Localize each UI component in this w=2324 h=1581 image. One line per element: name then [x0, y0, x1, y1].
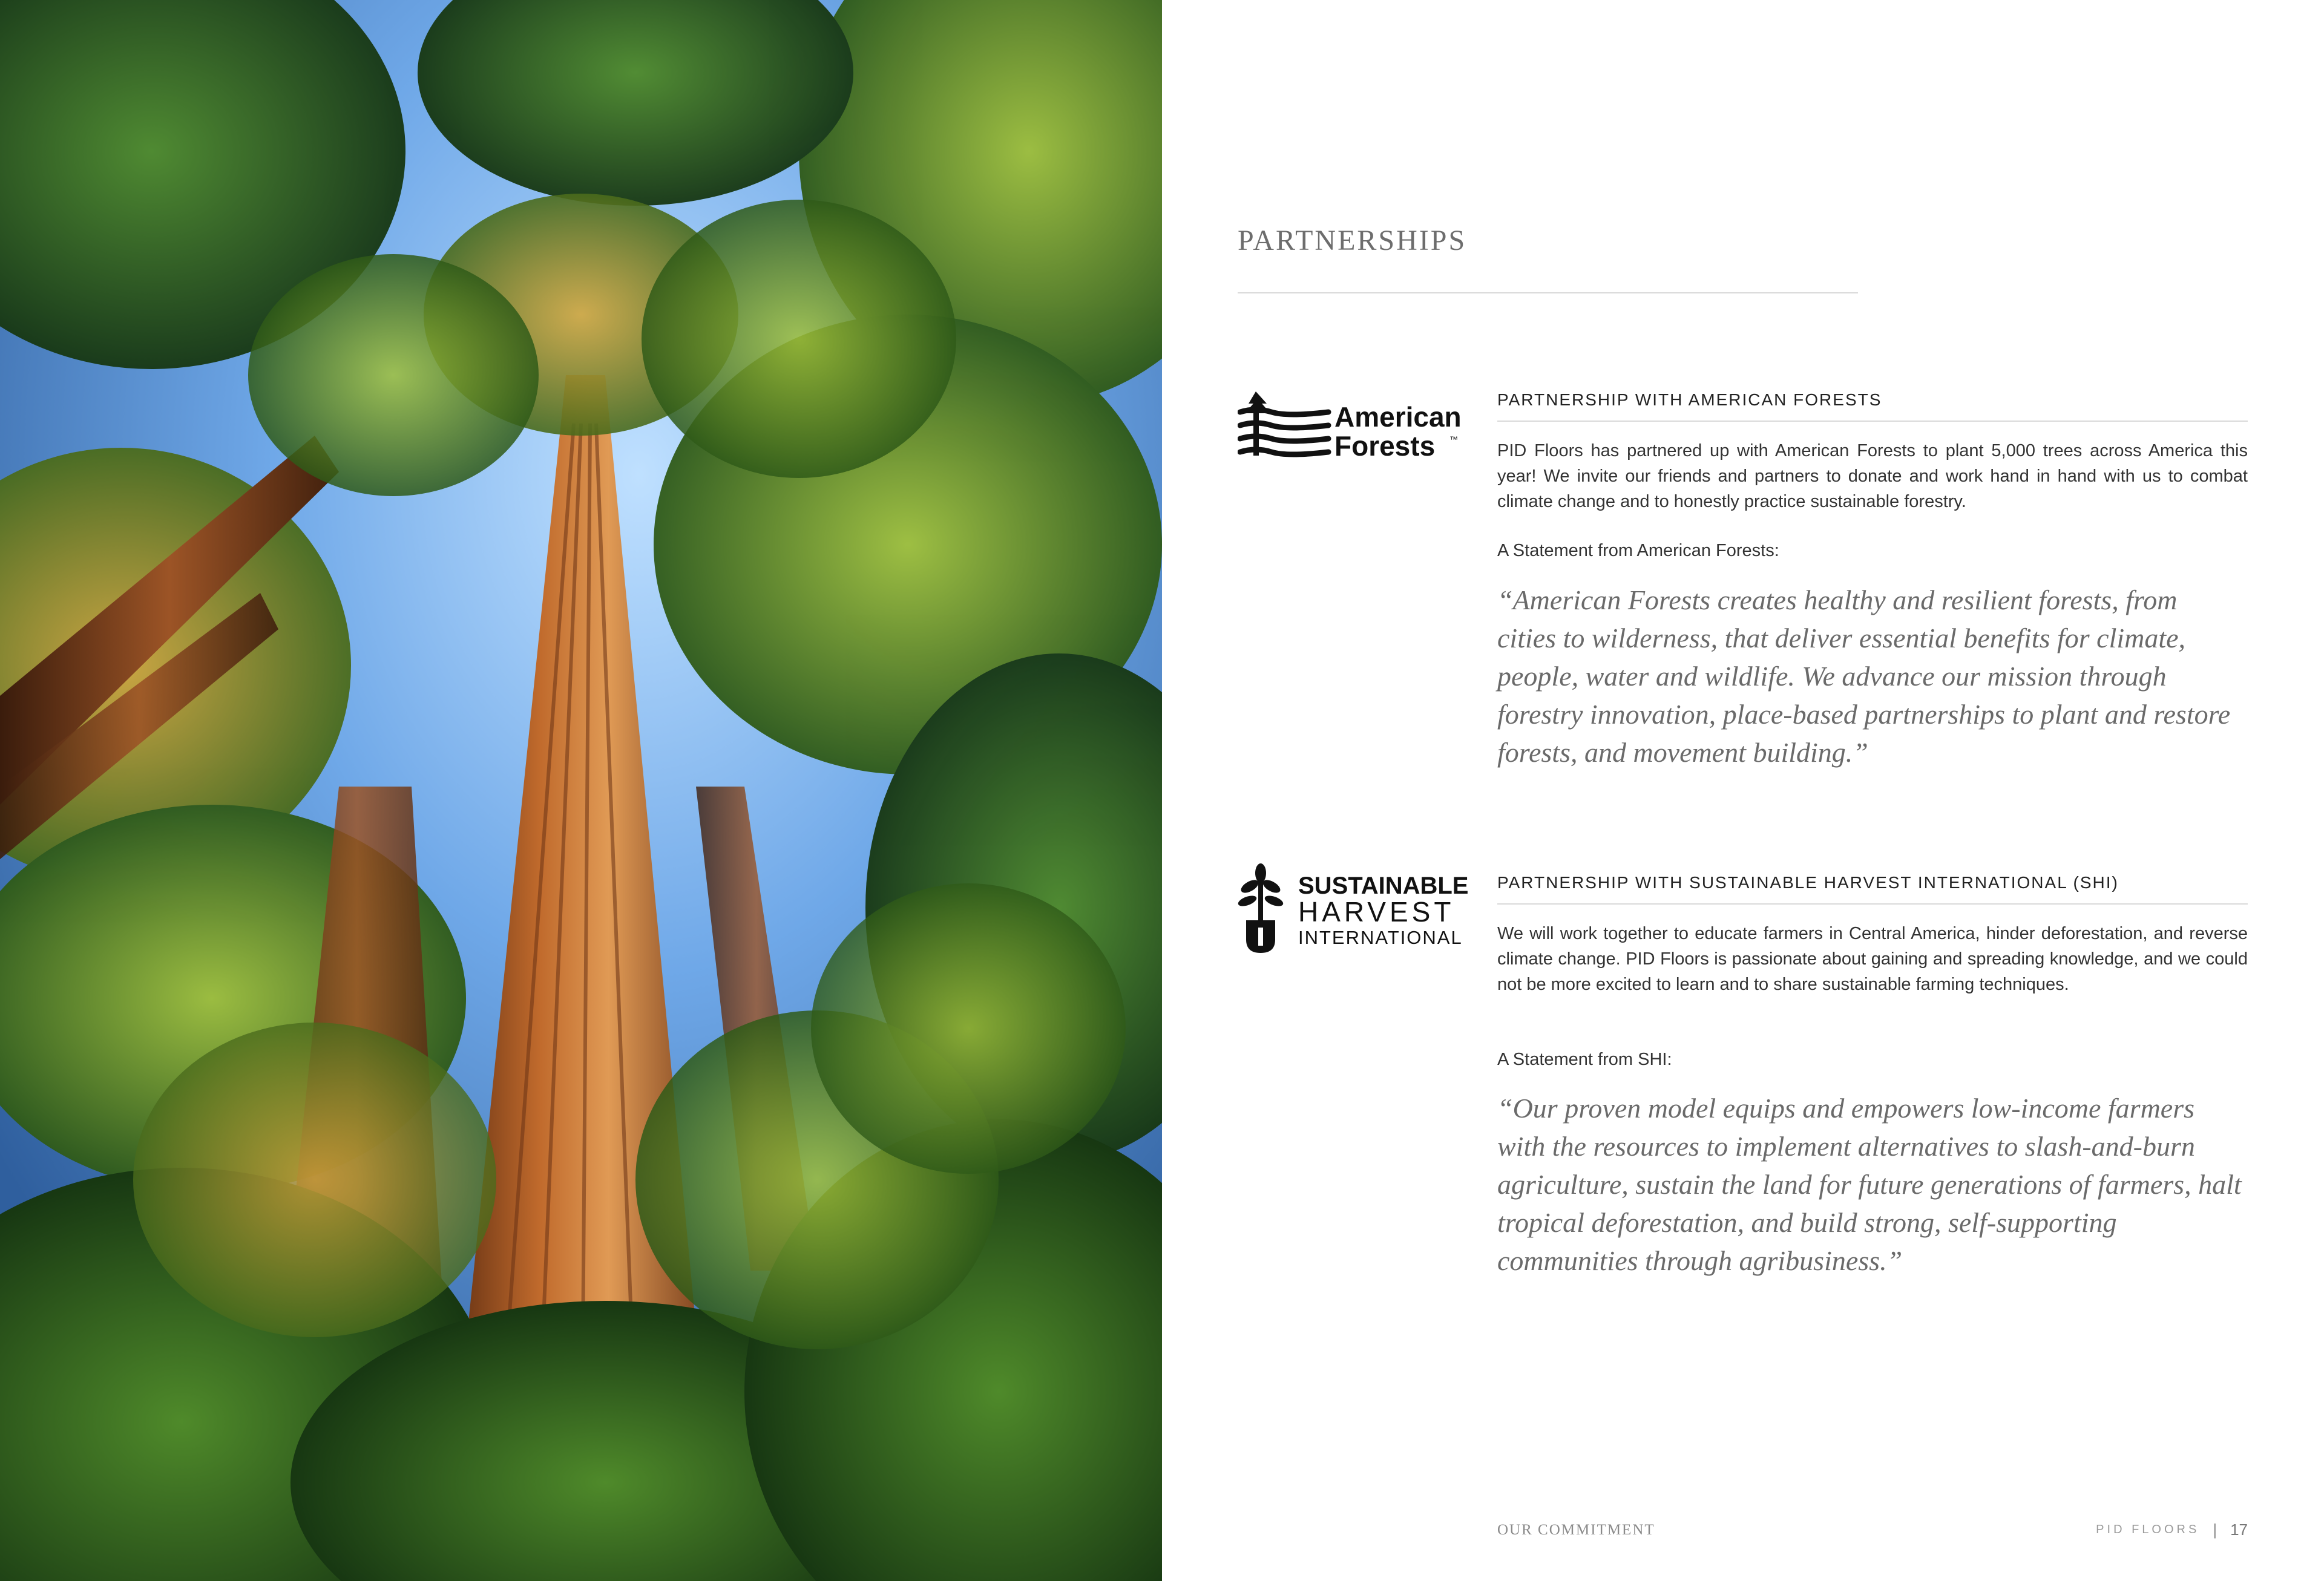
shi-logo	[1238, 862, 1474, 959]
af-logo-line1: American	[1334, 401, 1462, 433]
shi-logo-line3: INTERNATIONAL	[1298, 927, 1463, 948]
footer-section-label: OUR COMMITMENT	[1497, 1522, 1655, 1538]
quote-shi: “Our proven model equips and empowers low-income farmers with the resources to implement alternatives to slash-and-burn agriculture, sustain the land for future generations of farmers, halt tropical deforestation, and build strong, self-supporting communities through agribusiness.”	[1497, 1093, 2242, 1276]
footer-page-info	[2096, 1520, 2248, 1539]
af-logo-line2: Forests	[1334, 430, 1436, 462]
american-forests-mark-icon	[1238, 390, 1471, 463]
shi-logo-line2: HARVEST	[1298, 896, 1455, 928]
heading-divider	[1238, 292, 1858, 293]
american-forests-logo	[1238, 390, 1471, 463]
statement-label-american-forests: A Statement from American Forests:	[1497, 541, 1779, 560]
statement-label-shi: A Statement from SHI:	[1497, 1050, 1672, 1069]
footer-separator: |	[2213, 1520, 2217, 1539]
partnership-body-shi: We will work together to educate farmers in Central America, hinder deforestation, and reverse climate change. PID Floors is passionate about gaining and spreading knowledge, and we could not be more excited to learn and to share sustainable farming techniques.	[1497, 924, 2248, 994]
shi-sprout-shovel-icon	[1238, 862, 1474, 959]
partnership-body-american-forests: PID Floors has partnered up with American Forests to plant 5,000 trees across America this year! We invite our friends and partners to donate and work hand in hand with us to combat climate change and to honestly practice sustainable forestry.	[1497, 441, 2248, 511]
partnership-title-american-forests: PARTNERSHIP WITH AMERICAN FORESTS	[1497, 390, 2248, 422]
partnership-title-shi: PARTNERSHIP WITH SUSTAINABLE HARVEST INTERNATIONAL (SHI)	[1497, 873, 2248, 905]
shi-logo-line1: SUSTAINABLE	[1298, 872, 1469, 899]
page-number: 17	[2230, 1520, 2248, 1539]
quote-american-forests: “American Forests creates healthy and resilient forests, from cities to wilderness, that deliver essential benefits for climate, people, water and wildlife. We advance our mission through forestry innovation, place-based partnerships to plant and restore forests, and movement building.”	[1497, 584, 2231, 768]
footer-brand: PID FLOORS	[2096, 1523, 2200, 1536]
af-logo-tm: ™	[1449, 434, 1458, 444]
page-title: PARTNERSHIPS	[1238, 224, 1467, 257]
